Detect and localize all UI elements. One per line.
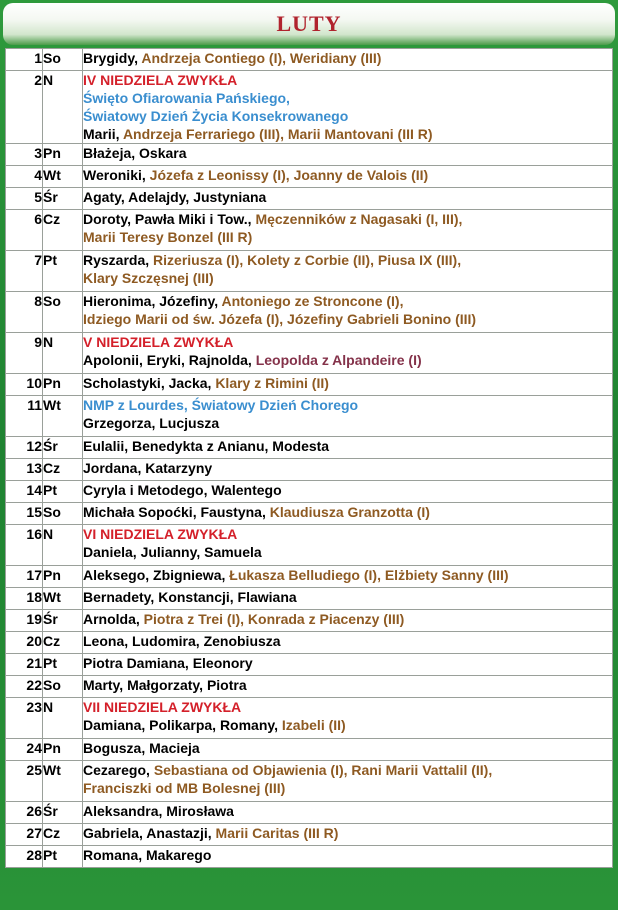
name-segment: Arnolda, [83,611,144,627]
name-segment: Apolonii, Eryki, Rajnolda, [83,352,256,368]
name-line [83,166,612,184]
name-segment: Grzegorza, Lucjusza [83,415,220,431]
name-days [83,654,613,676]
day-number: 5 [6,188,43,210]
calendar-row [6,188,613,210]
calendar-row [6,251,613,292]
name-segment: Andrzeja Contiego (I), Weridiany (III) [141,50,382,66]
day-number: 10 [6,374,43,396]
calendar-row [6,654,613,676]
calendar-row [6,333,613,374]
weekday-abbr: Wt [43,396,83,437]
day-number: 9 [6,333,43,374]
name-segment: IV NIEDZIELA ZWYKŁA [83,72,238,88]
name-line [83,846,612,864]
day-number: 21 [6,654,43,676]
calendar-row [6,632,613,654]
month-title: LUTY [276,11,342,36]
name-segment: Klary z Rimini (II) [215,375,329,391]
weekday-abbr: Pt [43,251,83,292]
name-line [83,125,612,143]
calendar-row [6,698,613,739]
weekday-abbr: Wt [43,166,83,188]
name-days [83,802,613,824]
weekday-abbr: Wt [43,588,83,610]
name-days [83,698,613,739]
name-segment: Aleksandra, Mirosława [83,803,234,819]
weekday-abbr: N [43,71,83,144]
weekday-abbr: So [43,49,83,71]
name-line [83,654,612,672]
name-segment: Łukasza Belludiego (I), Elżbiety Sanny (III) [229,567,509,583]
name-line [83,543,612,561]
weekday-abbr: Cz [43,824,83,846]
name-segment: Romana, Makarego [83,847,212,863]
name-segment: Hieronima, Józefiny, [83,293,222,309]
calendar-row [6,210,613,251]
day-number: 17 [6,566,43,588]
name-segment: Cyryla i Metodego, Walentego [83,482,282,498]
weekday-abbr: Cz [43,632,83,654]
name-line [83,414,612,432]
name-segment: Męczenników z Nagasaki (I, III), [255,211,463,227]
name-segment: V NIEDZIELA ZWYKŁA [83,334,234,350]
calendar-row [6,166,613,188]
calendar-row [6,481,613,503]
calendar-row [6,610,613,632]
day-number: 4 [6,166,43,188]
name-line [83,739,612,757]
name-segment: Scholastyki, Jacka, [83,375,216,391]
day-number: 24 [6,739,43,761]
weekday-abbr: So [43,292,83,333]
name-line [83,610,612,628]
name-segment: Cezarego, [83,762,154,778]
day-number: 23 [6,698,43,739]
name-line [83,437,612,455]
name-segment: Marty, Małgorzaty, Piotra [83,677,247,693]
name-line [83,632,612,650]
name-segment: Marii Teresy Bonzel (III R) [83,229,253,245]
weekday-abbr: Pn [43,566,83,588]
calendar-row [6,292,613,333]
calendar-row [6,676,613,698]
name-segment: Daniela, Julianny, Samuela [83,544,262,560]
calendar-body [6,49,613,868]
name-line [83,49,612,67]
name-segment: Bogusza, Macieja [83,740,200,756]
day-number: 25 [6,761,43,802]
day-number: 3 [6,144,43,166]
name-line [83,269,612,287]
name-days [83,459,613,481]
name-line [83,779,612,797]
name-segment: Franciszki od MB Bolesnej (III) [83,780,286,796]
day-number: 15 [6,503,43,525]
name-segment: Klaudiusza Granzotta (I) [269,504,430,520]
name-days [83,437,613,459]
name-line [83,503,612,521]
name-segment: Marii, [83,126,123,142]
name-segment: Światowy Dzień Życia Konsekrowanego [83,108,349,124]
weekday-abbr: Wt [43,761,83,802]
name-line [83,374,612,392]
day-number: 11 [6,396,43,437]
name-days [83,396,613,437]
day-number: 1 [6,49,43,71]
weekday-abbr: Cz [43,459,83,481]
name-line [83,676,612,694]
day-number: 28 [6,846,43,868]
name-line [83,525,612,543]
name-line [83,351,612,369]
weekday-abbr: Śr [43,188,83,210]
name-segment: Gabriela, Anastazji, [83,825,216,841]
name-line [83,71,612,89]
name-line [83,89,612,107]
name-days [83,251,613,292]
name-segment: Brygidy, [83,50,142,66]
name-segment: Andrzeja Ferrariego (III), Marii Mantovani (III R) [122,126,433,142]
day-number: 7 [6,251,43,292]
day-number: 2 [6,71,43,144]
name-days [83,166,613,188]
name-line [83,459,612,477]
name-segment: Święto Ofiarowania Pańskiego, [83,90,290,106]
name-line [83,396,612,414]
name-segment: VI NIEDZIELA ZWYKŁA [83,526,238,542]
name-segment: VII NIEDZIELA ZWYKŁA [83,699,242,715]
name-line [83,144,612,162]
day-number: 27 [6,824,43,846]
name-days [83,610,613,632]
weekday-abbr: Cz [43,210,83,251]
name-line [83,588,612,606]
name-days [83,188,613,210]
name-segment: Leopolda z Alpandeire (I) [255,352,422,368]
name-days [83,824,613,846]
name-segment: Damiana, Polikarpa, Romany, [83,717,282,733]
calendar-row [6,739,613,761]
name-segment: Jordana, Katarzyny [83,460,213,476]
name-line [83,716,612,734]
day-number: 8 [6,292,43,333]
name-days [83,333,613,374]
name-segment: Aleksego, Zbigniewa, [83,567,230,583]
name-line [83,333,612,351]
name-segment: Leona, Ludomira, Zenobiusza [83,633,281,649]
name-line [83,310,612,328]
weekday-abbr: So [43,676,83,698]
calendar-row [6,824,613,846]
calendar-row [6,396,613,437]
name-line [83,761,612,779]
name-days [83,71,613,144]
name-days [83,374,613,396]
name-days [83,761,613,802]
day-number: 12 [6,437,43,459]
name-line [83,566,612,584]
name-days [83,49,613,71]
calendar-row [6,503,613,525]
calendar-row [6,846,613,868]
weekday-abbr: N [43,698,83,739]
calendar-row [6,566,613,588]
name-segment: Doroty, Pawła Miki i Tow., [83,211,256,227]
name-days [83,739,613,761]
name-segment: Weroniki, [83,167,150,183]
name-segment: Agaty, Adelajdy, Justyniana [83,189,267,205]
name-segment: Marii Caritas (III R) [215,825,339,841]
name-line [83,802,612,820]
weekday-abbr: Śr [43,437,83,459]
weekday-abbr: Śr [43,610,83,632]
weekday-abbr: Pt [43,654,83,676]
name-segment: Antoniego ze Stroncone (I), [221,293,404,309]
name-days [83,144,613,166]
weekday-abbr: Pt [43,481,83,503]
name-segment: Piotra z Trei (I), Konrada z Piacenzy (III) [143,611,405,627]
name-days [83,525,613,566]
calendar-row [6,802,613,824]
name-line [83,698,612,716]
calendar-row [6,374,613,396]
name-segment: Michała Sopoćki, Faustyna, [83,504,270,520]
name-days [83,588,613,610]
name-line [83,292,612,310]
name-line [83,251,612,269]
day-number: 19 [6,610,43,632]
weekday-abbr: Pn [43,144,83,166]
weekday-abbr: Śr [43,802,83,824]
day-number: 14 [6,481,43,503]
weekday-abbr: Pt [43,846,83,868]
day-number: 13 [6,459,43,481]
calendar-row [6,49,613,71]
name-line [83,210,612,228]
name-segment: Eulalii, Benedykta z Anianu, Modesta [83,438,330,454]
name-days [83,503,613,525]
day-number: 22 [6,676,43,698]
name-days [83,846,613,868]
name-line [83,481,612,499]
name-segment: Sebastiana od Objawienia (I), Rani Marii Vattalil (II), [153,762,493,778]
weekday-abbr: So [43,503,83,525]
name-days [83,210,613,251]
name-segment: Józefa z Leonissy (I), Joanny de Valois (II) [149,167,429,183]
name-segment: Błażeja, Oskara [83,145,187,161]
name-segment: Klary Szczęsnej (III) [83,270,214,286]
calendar-row [6,761,613,802]
name-days [83,566,613,588]
name-segment: NMP z Lourdes, Światowy Dzień Chorego [83,397,359,413]
weekday-abbr: N [43,525,83,566]
name-line [83,188,612,206]
name-segment: Piotra Damiana, Eleonory [83,655,253,671]
month-header [3,3,615,45]
name-days [83,481,613,503]
calendar-row [6,525,613,566]
calendar-row [6,588,613,610]
day-number: 18 [6,588,43,610]
name-days [83,632,613,654]
calendar-row [6,71,613,144]
name-days [83,676,613,698]
name-segment: Ryszarda, [83,252,154,268]
calendar-row [6,437,613,459]
day-number: 26 [6,802,43,824]
name-segment: Bernadety, Konstancji, Flawiana [83,589,297,605]
calendar-row [6,144,613,166]
name-line [83,107,612,125]
name-line [83,824,612,842]
name-days [83,292,613,333]
name-segment: Rizeriusza (I), Kolety z Corbie (II), Piusa IX (III), [153,252,462,268]
name-line [83,228,612,246]
day-number: 16 [6,525,43,566]
day-number: 20 [6,632,43,654]
calendar-row [6,459,613,481]
weekday-abbr: Pn [43,374,83,396]
calendar-table [5,48,613,868]
name-segment: Idziego Marii od św. Józefa (I), Józefiny Gabrieli Bonino (III) [83,311,477,327]
weekday-abbr: Pn [43,739,83,761]
weekday-abbr: N [43,333,83,374]
day-number: 6 [6,210,43,251]
name-segment: Izabeli (II) [281,717,346,733]
